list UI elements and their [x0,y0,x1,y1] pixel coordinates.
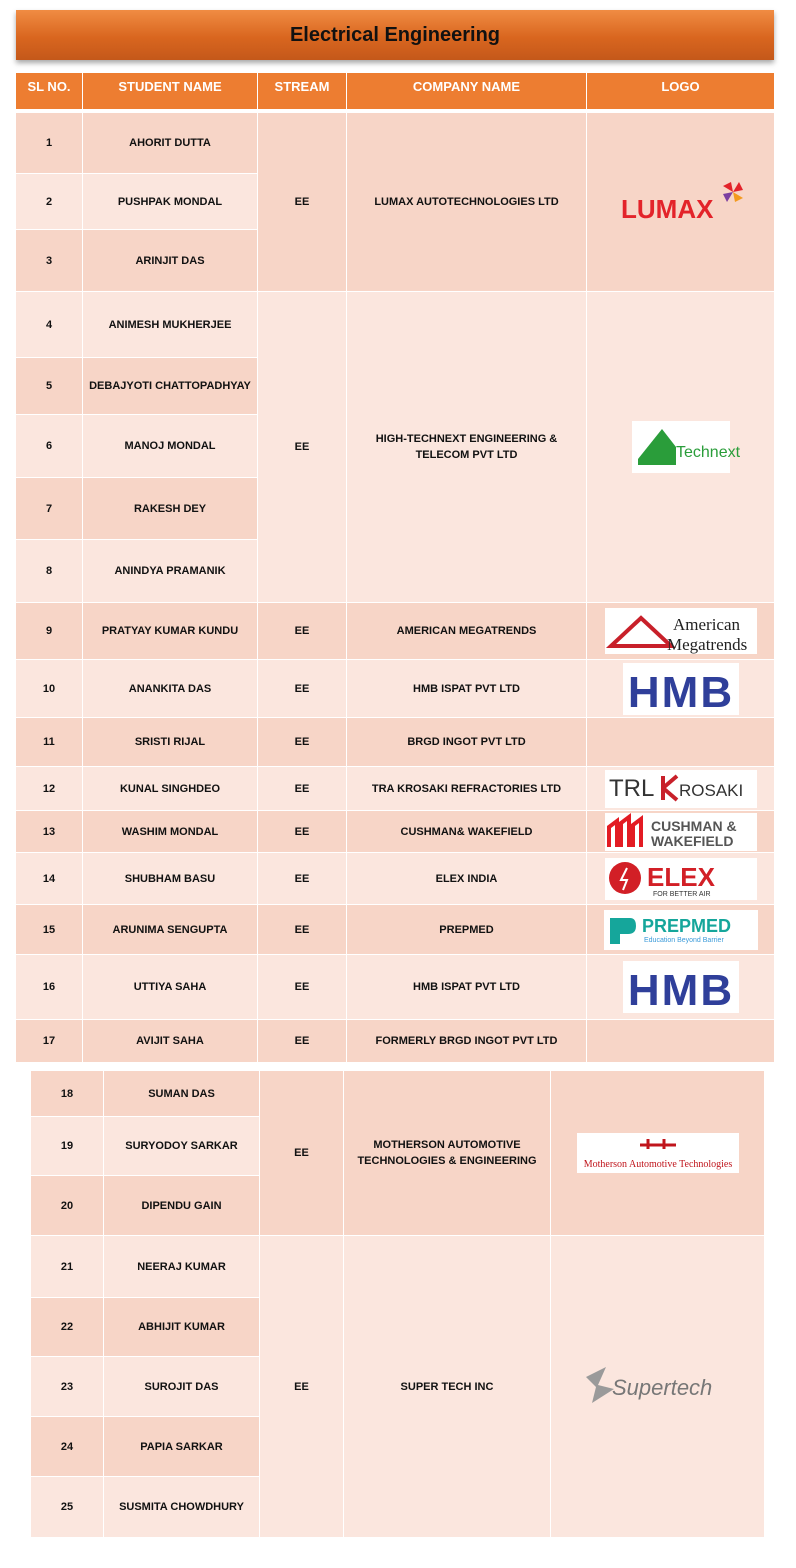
logo-cell [587,603,774,659]
student-name-cell: ABHIJIT KUMAR [104,1298,259,1356]
logo-cell [587,113,774,291]
stream-cell: EE [258,767,346,810]
cushman-logo [605,813,757,851]
student-name-cell: NEERAJ KUMAR [104,1236,259,1297]
company-name-cell: PREPMED [347,905,586,954]
logo-cell [551,1236,764,1537]
student-name-cell: PUSHPAK MONDAL [83,174,257,229]
sl-no-cell: 25 [31,1477,103,1537]
cushman-line1: CUSHMAN & [650,817,737,834]
student-name-cell: DIPENDU GAIN [104,1176,259,1235]
student-name-cell: PRATYAY KUMAR KUNDU [83,603,257,659]
sl-no-cell: 1 [16,113,82,173]
stream-cell: EE [258,853,346,904]
sl-no-cell: 23 [31,1357,103,1416]
hmb-wordmark: HMB [627,667,734,717]
student-name-cell: AHORIT DUTTA [83,113,257,173]
student-name-cell: PAPIA SARKAR [104,1417,259,1476]
logo-cell [587,955,774,1019]
sl-no-cell: 4 [16,292,82,357]
prepmed-logo [604,910,758,950]
student-name-cell: RAKESH DEY [83,478,257,539]
student-name-cell: ARINJIT DAS [83,230,257,291]
student-name-cell: SUMAN DAS [104,1071,259,1116]
stream-cell: EE [258,113,346,291]
sl-no-cell: 24 [31,1417,103,1476]
company-name-cell: AMERICAN MEGATRENDS [347,603,586,659]
student-name-cell: ARUNIMA SENGUPTA [83,905,257,954]
sl-no-cell: 3 [16,230,82,291]
sl-no-cell: 12 [16,767,82,810]
student-name-cell: ANINDYA PRAMANIK [83,540,257,602]
sl-no-cell: 19 [31,1117,103,1175]
ami-line2: Megatrends [666,635,747,654]
lumax-logo [615,178,747,226]
page-title [16,10,774,60]
logo-cell [587,292,774,602]
company-name-cell: ELEX INDIA [347,853,586,904]
logo-cell [587,853,774,904]
technext-logo [632,421,740,473]
stream-cell: EE [258,955,346,1019]
stream-cell: EE [260,1236,343,1537]
student-name-cell: SUROJIT DAS [104,1357,259,1416]
trl-logo [605,770,757,808]
stream-cell: EE [258,718,346,766]
logo-cell [587,660,774,717]
company-name-cell: BRGD INGOT PVT LTD [347,718,586,766]
header-sl-no: SL NO. [16,73,82,109]
student-name-cell: SURYODOY SARKAR [104,1117,259,1175]
sl-no-cell: 15 [16,905,82,954]
ami-logo [605,608,757,654]
hmb-logo [623,961,739,1013]
sl-no-cell: 6 [16,415,82,477]
sl-no-cell: 18 [31,1071,103,1116]
sl-no-cell: 22 [31,1298,103,1356]
trl-wordmark-2: ROSAKI [678,780,743,800]
sl-no-cell: 5 [16,358,82,414]
header-student-name: STUDENT NAME [83,73,257,109]
hmb-wordmark: HMB [627,966,734,1015]
supertech-logo [578,1363,738,1411]
logo-cell [587,767,774,810]
sl-no-cell: 17 [16,1020,82,1062]
company-name-cell: MOTHERSON AUTOMOTIVE TECHNOLOGIES & ENGINEERING [344,1071,550,1235]
motherson-wordmark: Motherson Automotive Technologies [583,1159,732,1170]
cushman-line2: WAKEFIELD [650,832,733,849]
supertech-wordmark: Supertech [611,1374,712,1400]
stream-cell: EE [258,292,346,602]
student-name-cell: SHUBHAM BASU [83,853,257,904]
ami-line1: American [672,615,740,634]
pinwheel-icon [723,182,743,202]
company-name-cell: HMB ISPAT PVT LTD [347,955,586,1019]
hmb-logo [623,663,739,715]
logo-cell [551,1071,764,1235]
logo-cell [587,905,774,954]
student-name-cell: SRISTI RIJAL [83,718,257,766]
student-name-cell: UTTIYA SAHA [83,955,257,1019]
sl-no-cell: 21 [31,1236,103,1297]
sl-no-cell: 13 [16,811,82,852]
student-name-cell: KUNAL SINGHDEO [83,767,257,810]
company-name-cell: TRA KROSAKI REFRACTORIES LTD [347,767,586,810]
prepmed-tagline: Education Beyond Barrier [643,936,724,944]
motherson-logo [577,1133,739,1173]
sl-no-cell: 11 [16,718,82,766]
stream-cell: EE [260,1071,343,1235]
company-name-cell: HIGH-TECHNEXT ENGINEERING & TELECOM PVT LTD [347,292,586,602]
header-company-name: COMPANY NAME [347,73,586,109]
student-name-cell: ANIMESH MUKHERJEE [83,292,257,357]
elex-tagline: FOR BETTER AIR [652,890,711,898]
star-icon [586,1367,614,1403]
sl-no-cell: 14 [16,853,82,904]
sl-no-cell: 9 [16,603,82,659]
stream-cell: EE [258,905,346,954]
page-title-text: Electrical Engineering [289,23,501,46]
stream-cell: EE [258,811,346,852]
company-name-cell: SUPER TECH INC [344,1236,550,1537]
lumax-wordmark: LUMAX [620,194,713,224]
logo-cell [587,811,774,852]
company-name-cell: HMB ISPAT PVT LTD [347,660,586,717]
student-name-cell: ANANKITA DAS [83,660,257,717]
header-logo: LOGO [587,73,774,109]
header-stream: STREAM [258,73,346,109]
sl-no-cell: 8 [16,540,82,602]
student-name-cell: AVIJIT SAHA [83,1020,257,1062]
student-name-cell: MANOJ MONDAL [83,415,257,477]
stream-cell: EE [258,660,346,717]
prepmed-wordmark: PREPMED [641,915,731,936]
company-name-cell: CUSHMAN& WAKEFIELD [347,811,586,852]
sl-no-cell: 10 [16,660,82,717]
elex-wordmark: ELEX [646,861,715,892]
plug-icon [609,862,641,894]
student-name-cell: SUSMITA CHOWDHURY [104,1477,259,1537]
sl-no-cell: 7 [16,478,82,539]
stream-cell: EE [258,1020,346,1062]
sl-no-cell: 2 [16,174,82,229]
logo-cell [587,1020,774,1062]
elex-logo [605,858,757,900]
sl-no-cell: 20 [31,1176,103,1235]
trl-wordmark-1: TRL [608,774,654,802]
company-name-cell: LUMAX AUTOTECHNOLOGIES LTD [347,113,586,291]
company-name-cell: FORMERLY BRGD INGOT PVT LTD [347,1020,586,1062]
student-name-cell: DEBAJYOTI CHATTOPADHYAY [83,358,257,414]
technext-wordmark: Technext [675,444,740,461]
stream-cell: EE [258,603,346,659]
sl-no-cell: 16 [16,955,82,1019]
student-name-cell: WASHIM MONDAL [83,811,257,852]
logo-cell [587,718,774,766]
